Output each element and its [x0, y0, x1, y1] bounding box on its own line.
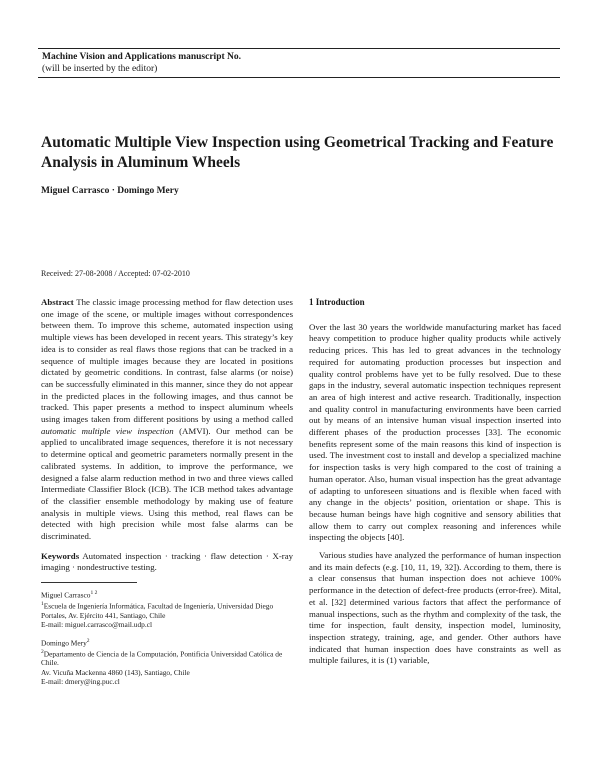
- editor-note: (will be inserted by the editor): [42, 64, 158, 74]
- left-column: [41, 297, 293, 694]
- abstract-text-1: The classic image processing method for flaw detection uses one image of the scene, or multiple images without correspondences between them. To improve this scheme, automated inspection using multiple views has been developed in recent years. This strategy’s key idea is to consider as real flaws those regions that can be tracked in a sequence of multiple images because they are located in positions dictated by geometric conditions. In contrast, false alarms (or noise) can be successfully eliminated in this manner, since they do not appear in the predicted places in the following images, and thus cannot be tracked. This paper presents a method to inspect aluminum wheels using images taken from different positions by using a method called: [41, 297, 293, 425]
- abstract-label: Abstract: [41, 297, 74, 307]
- affil-line-sup: 2: [41, 648, 44, 655]
- affil-sup: 1 2: [90, 590, 98, 597]
- affil-address-2: Av. Vicuña Mackenna 4860 (143), Santiago, Chile: [41, 667, 190, 677]
- author-line: Miguel Carrasco · Domingo Mery: [41, 186, 179, 196]
- affil-line-sup: 1: [41, 601, 44, 608]
- abstract: [41, 297, 293, 543]
- paper-title: Automatic Multiple View Inspection using Geometrical Tracking and Feature Analysis in Aluminum Wheels: [41, 134, 554, 171]
- affil-name: Miguel Carrasco: [41, 590, 91, 600]
- affil-email: E-mail: miguel.carrasco@mail.udp.cl: [41, 620, 153, 630]
- footnote-rule: [41, 582, 137, 583]
- intro-paragraph-1: Over the last 30 years the worldwide manufacturing market has faced heavy competition to produce higher quality products while actively reducing prices. This has led to great advances in the technology required for automating production processes but inspection and quality control problems have yet to be fully resolved. Due to these gaps in the industry, several automatic inspection techniques represent an area of high interest and active research. Traditionally, inspection and quality control in manufacturing environments have been carried out by means of an intensive human visual inspection inserted into different phases of the production processes [33]. The economic benefits represent some of the main reasons this kind of inspection is used. The investment cost to install and develop a specialized machine for inspection tasks is very high compared to the cost of training a human operator. Also, human visual inspection has the great advantage of adapting to unforeseen situations and is flexible when faced with any change in the objects’ position, orientation or shape. This is because human beings have high cognitive and sensory abilities that allow them to carry out complex reasoning and inferences while inspecting the objects [40].: [309, 321, 561, 543]
- keywords: [41, 551, 293, 574]
- keywords-label: Keywords: [41, 550, 80, 561]
- abstract-text-2: (AMVI). Our method can be applied to uncalibrated image sequences, therefore it is not necessary to determine optical and geometric parameters normally present in the calibrated systems. In addition, to improve the performance, we designed a false alarm reduction method in two and three views called Intermediate Classifier Block (ICB). The ICB method takes advantage of the classifier ensemble methodology by making use of feature analysis in multiple views. Using this method, real flaws can be detected with high precision while most false alarms can be discriminated.: [41, 425, 294, 542]
- affiliation-carrasco: [41, 589, 293, 630]
- keywords-text: Automated inspection · tracking · flaw detection · X-ray imaging · nondestructive testing.: [41, 550, 293, 573]
- right-column: [309, 297, 561, 673]
- received-dates: Received: 27-08-2008 / Accepted: 07-02-2010: [41, 269, 190, 278]
- section-heading-introduction: 1 Introduction: [309, 297, 365, 307]
- manuscript-header-box: [38, 48, 560, 78]
- affil-address: Escuela de Ingeniería Informática, Facultad de Ingeniería, Universidad Diego Portales, Av. Ejército 441, Santiago, Chile: [41, 601, 274, 620]
- affil-sup: 2: [86, 637, 90, 644]
- abstract-emphasis: automatic multiple view inspection: [41, 425, 174, 436]
- affil-name: Domingo Mery: [41, 638, 87, 648]
- affil-address: Departamento de Ciencia de la Computación, Pontificia Universidad Católica de Chile.: [41, 649, 283, 668]
- affiliation-mery: [41, 637, 293, 687]
- manuscript-line: Machine Vision and Applications manuscript No.: [42, 52, 242, 62]
- intro-paragraph-2: Various studies have analyzed the performance of human inspection and its main defects (e.g. [10, 11, 19, 32]). According to them, there is a clear consensus that human inspection does not achieve 100% performance in the detection of defect-free products (error-free). Mital, et al. [32] determined various factors that affect the performance of manual inspections, such as the rhythm and complexity of the task, the time for inspection, fault density, inspection model, luminosity, inspection strategy, training, age, and gender. Other authors have indicated that human inspection does have constraints as well as multiple failures, it is (1) variable,: [309, 550, 561, 666]
- affil-email: E-mail: dmery@ing.puc.cl: [41, 677, 120, 687]
